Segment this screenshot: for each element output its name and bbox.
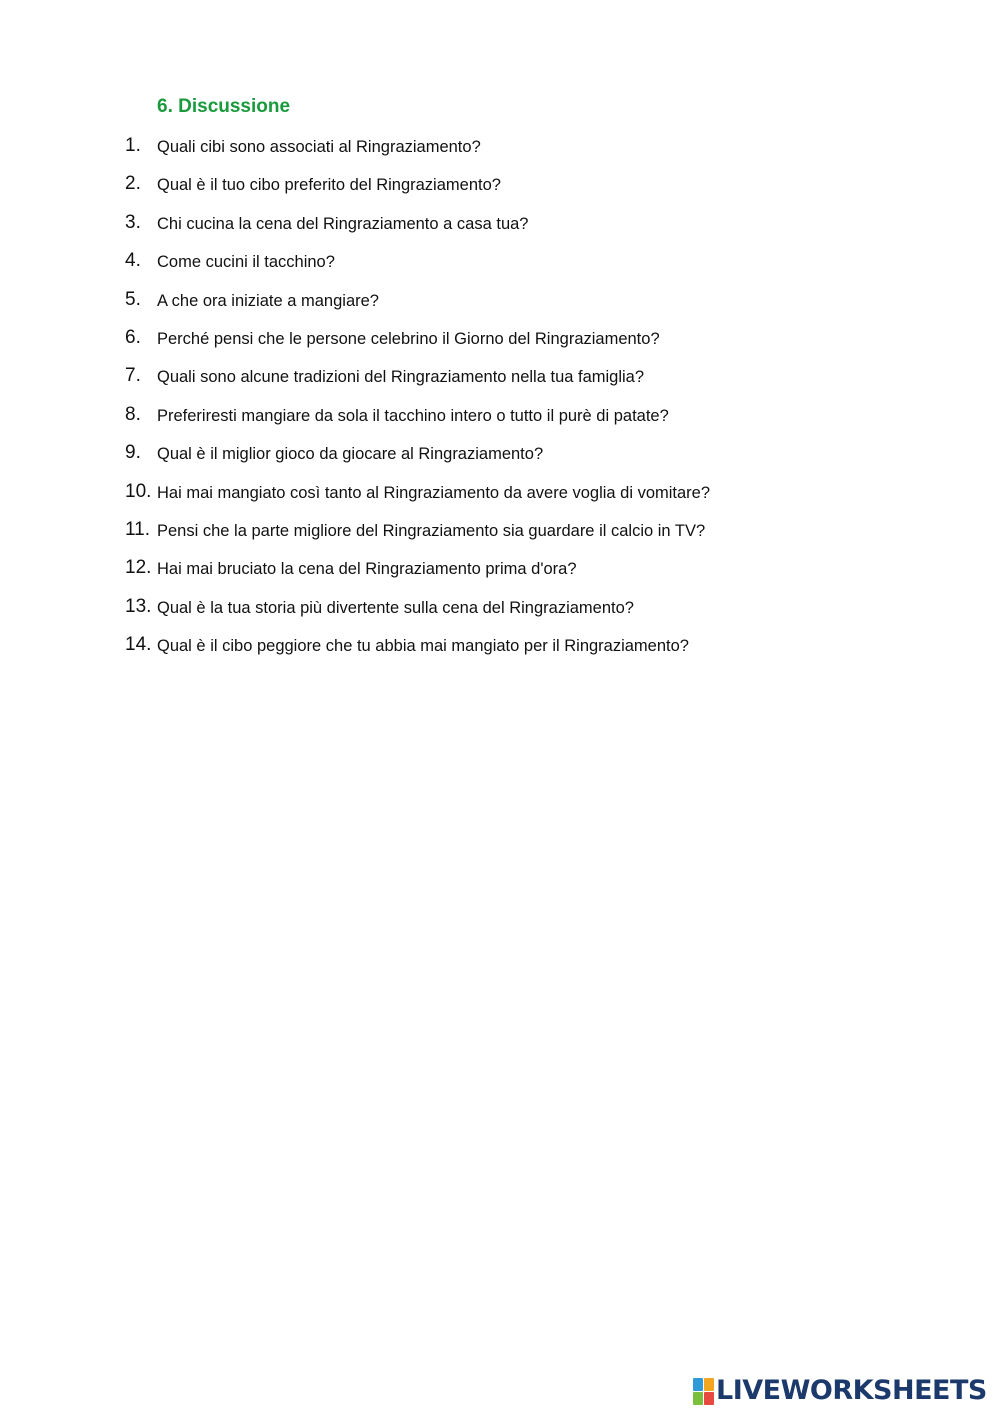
- question-item: [0, 209, 900, 247]
- question-item: [0, 478, 900, 516]
- question-number: 11.: [125, 518, 151, 540]
- question-text: Preferiresti mangiare da sola il tacchino intero o tutto il purè di patate?: [157, 406, 669, 425]
- question-number: 2.: [125, 173, 141, 195]
- question-number: 5.: [125, 288, 141, 310]
- question-text: Qual è il tuo cibo preferito del Ringraziamento?: [157, 176, 501, 195]
- question-number: 6.: [125, 326, 141, 348]
- question-text: Hai mai bruciato la cena del Ringraziamento prima d'ora?: [157, 560, 577, 579]
- question-number: 9.: [125, 442, 141, 464]
- question-text: Quali cibi sono associati al Ringraziamento?: [157, 138, 481, 156]
- question-text: Pensi che la parte migliore del Ringraziamento sia guardare il calcio in TV?: [157, 521, 706, 540]
- question-text: Qual è la tua storia più divertente sulla cena del Ringraziamento?: [157, 598, 634, 617]
- logo-tile-icon: [693, 1378, 703, 1391]
- question-number: 3.: [125, 211, 141, 233]
- question-item: [0, 401, 900, 439]
- question-number: 4.: [125, 250, 141, 272]
- logo-tile-icon: [693, 1392, 703, 1405]
- question-item: [0, 516, 900, 554]
- question-text: Perché pensi che le persone celebrino il Giorno del Ringraziamento?: [157, 329, 660, 348]
- question-item: [0, 247, 900, 285]
- question-text: Chi cucina la cena del Ringraziamento a casa tua?: [157, 214, 529, 233]
- question-item: [0, 286, 900, 324]
- question-text: Qual è il cibo peggiore che tu abbia mai mangiato per il Ringraziamento?: [157, 637, 689, 656]
- question-text: Qual è il miglior gioco da giocare al Ringraziamento?: [157, 445, 544, 464]
- question-number: 13.: [125, 595, 152, 617]
- section-title: 6. Discussione: [157, 96, 291, 117]
- question-number: 8.: [125, 403, 141, 425]
- question-item: [0, 554, 900, 592]
- question-number: 14.: [125, 634, 152, 656]
- question-item: [0, 593, 900, 631]
- question-text: Quali sono alcune tradizioni del Ringraziamento nella tua famiglia?: [157, 368, 645, 387]
- question-text: Come cucini il tacchino?: [157, 253, 335, 272]
- logo-text: LIVEWORKSHEETS: [716, 1375, 987, 1406]
- question-number: 1.: [125, 135, 141, 156]
- question-item: [0, 439, 900, 477]
- logo-tile-icon: [704, 1378, 714, 1391]
- question-item: [0, 362, 900, 400]
- question-number: 10.: [125, 480, 152, 502]
- question-item: [0, 132, 900, 170]
- question-number: 7.: [125, 365, 141, 387]
- question-text: Hai mai mangiato così tanto al Ringraziamento da avere voglia di vomitare?: [157, 483, 711, 502]
- liveworksheets-logo-icon: [693, 1378, 713, 1404]
- question-list: [0, 132, 900, 669]
- question-number: 12.: [125, 557, 152, 579]
- question-item: [0, 631, 900, 669]
- logo-tile-icon: [704, 1392, 714, 1405]
- question-item: [0, 170, 900, 208]
- question-text: A che ora iniziate a mangiare?: [157, 291, 379, 310]
- question-item: [0, 324, 900, 362]
- liveworksheets-logo: [693, 1376, 987, 1406]
